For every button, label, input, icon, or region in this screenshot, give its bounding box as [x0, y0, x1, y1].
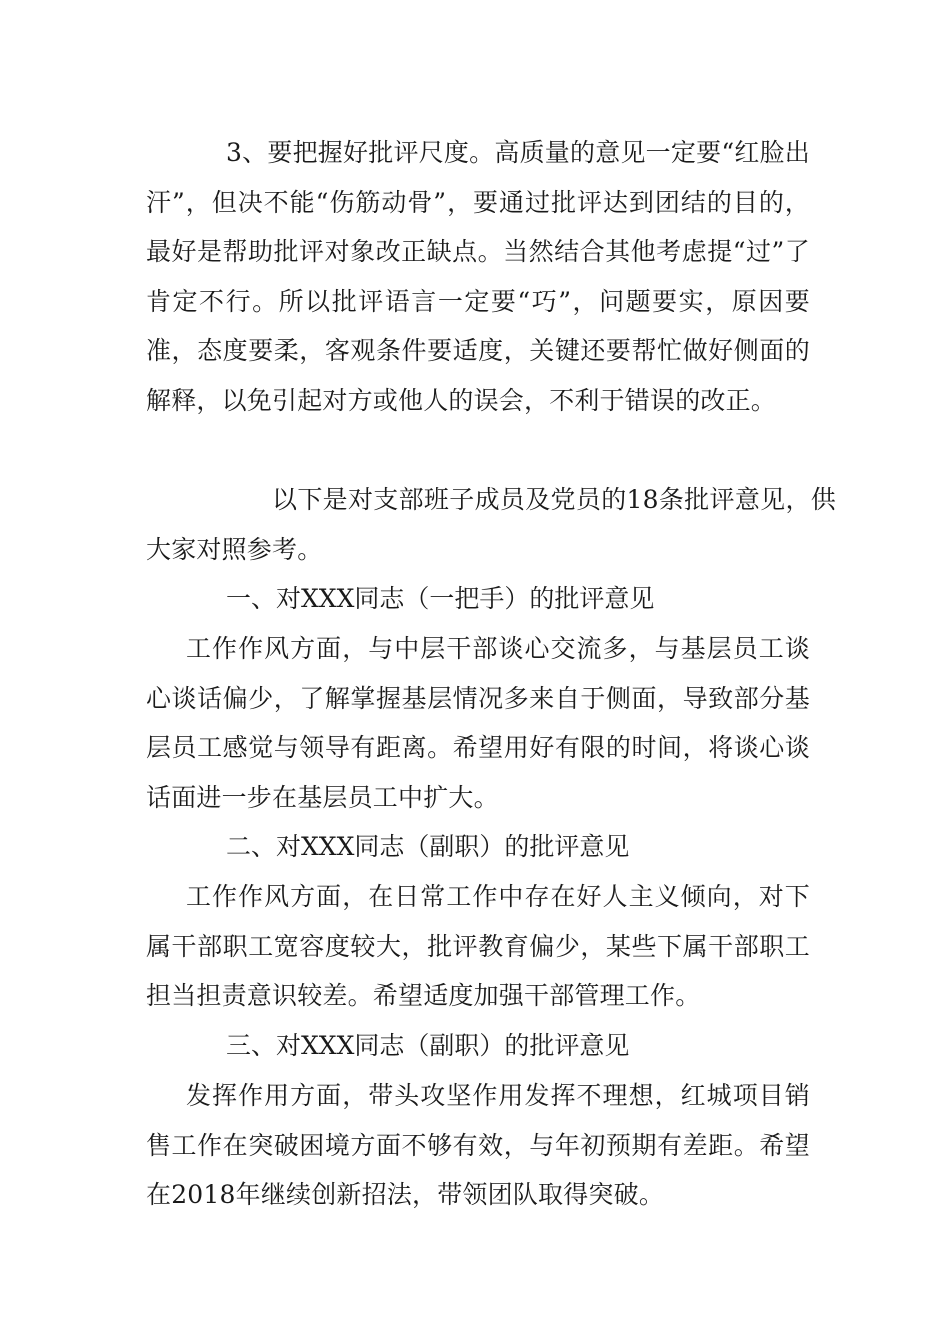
- paragraph-criticism-scale: 3、要把握好批评尺度。高质量的意见一定要“红脸出汗”，但决不能“伤筋动骨”，要通过批评达到团结的目的，最好是帮助批评对象改正缺点。当然结合其他考虑提“过”了肯定不行。所以批评语言一定要“巧”，问题要实，原因要准，态度要柔，客观条件要适度，关键还要帮忙做好侧面的解释，以免引起对方或他人的误会，不利于错误的改正。: [146, 138, 810, 415]
- heading-section-3: 三、对XXX同志（副职）的批评意见: [226, 1031, 630, 1060]
- heading-section-2: 二、对XXX同志（副职）的批评意见: [226, 832, 630, 861]
- paragraph-section-2-body: 工作作风方面，在日常工作中存在好人主义倾向，对下属干部职工宽容度较大，批评教育偏少，某些下属干部职工担当担责意识较差。希望适度加强干部管理工作。: [146, 882, 810, 1011]
- heading-section-1: 一、对XXX同志（一把手）的批评意见: [226, 584, 655, 613]
- paragraph-intro-18-opinions: 以下是对支部班子成员及党员的18条批评意见，供大家对照参考。: [146, 485, 836, 564]
- paragraph-section-3-body: 发挥作用方面，带头攻坚作用发挥不理想，红城项目销售工作在突破困境方面不够有效，与年初预期有差距。希望在2018年继续创新招法，带领团队取得突破。: [146, 1081, 810, 1210]
- paragraph-section-1-body: 工作作风方面，与中层干部谈心交流多，与基层员工谈心谈话偏少，了解掌握基层情况多来自于侧面，导致部分基层员工感觉与领导有距离。希望用好有限的时间，将谈心谈话面进一步在基层员工中扩大。: [146, 634, 810, 812]
